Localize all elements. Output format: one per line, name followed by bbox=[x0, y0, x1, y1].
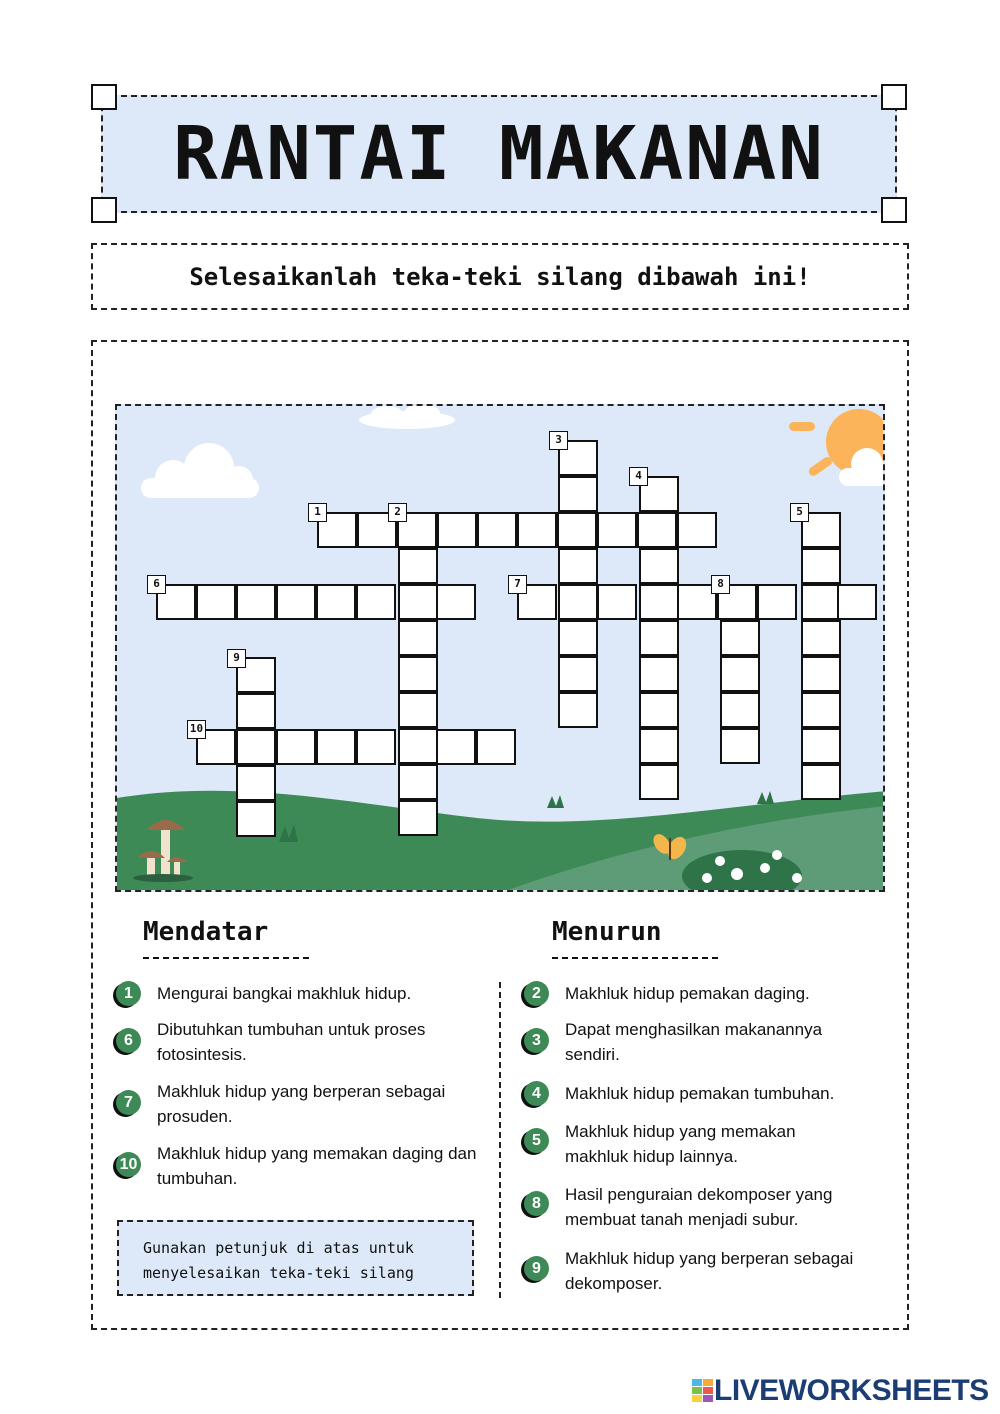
clue-text: Makhluk hidup yang berperan sebagai dekomposer. bbox=[565, 1249, 854, 1293]
crossword-cell[interactable] bbox=[196, 584, 236, 620]
crossword-cell[interactable] bbox=[398, 548, 438, 584]
clue-number-badge: 6 bbox=[116, 1028, 141, 1053]
crossword-cell[interactable] bbox=[837, 584, 877, 620]
cloud-icon bbox=[359, 406, 455, 429]
crossword-cell[interactable] bbox=[436, 729, 476, 765]
instruction-box bbox=[91, 243, 909, 310]
crossword-cell[interactable] bbox=[236, 584, 276, 620]
title-corner-bottom-left bbox=[91, 197, 117, 223]
crossword-cell[interactable] bbox=[801, 728, 841, 764]
clue-number-badge: 1 bbox=[116, 981, 141, 1006]
clue-number-tag: 5 bbox=[790, 503, 809, 522]
crossword-cell[interactable] bbox=[637, 512, 677, 548]
hint-line: Gunakan petunjuk di atas untuk bbox=[143, 1239, 414, 1257]
crossword-cell[interactable] bbox=[720, 692, 760, 728]
crossword-cell[interactable] bbox=[437, 512, 477, 548]
crossword-cell[interactable] bbox=[236, 693, 276, 729]
clue-text: Makhluk hidup yang memakan daging dan tumbuhan. bbox=[157, 1144, 477, 1188]
clue-number-badge: 5 bbox=[524, 1128, 549, 1153]
crossword-cell[interactable] bbox=[398, 692, 438, 728]
clue-number-badge: 8 bbox=[524, 1191, 549, 1216]
title-banner bbox=[101, 95, 897, 213]
brand-name: LIVEWORKSHEETS bbox=[714, 1374, 989, 1407]
clue-text: Dibutuhkan tumbuhan untuk proses fotosintesis. bbox=[157, 1020, 426, 1064]
clue-text: Hasil penguraian dekomposer yang membuat tanah menjadi subur. bbox=[565, 1185, 833, 1229]
cloud-icon bbox=[141, 443, 259, 498]
crossword-cell[interactable] bbox=[558, 476, 598, 512]
crossword-cell[interactable] bbox=[639, 692, 679, 728]
crossword-cell[interactable] bbox=[639, 620, 679, 656]
crossword-cell[interactable] bbox=[757, 584, 797, 620]
column-divider bbox=[499, 982, 501, 1298]
crossword-cell[interactable] bbox=[639, 548, 679, 584]
crossword-cell[interactable] bbox=[801, 584, 841, 620]
clue-number-tag: 2 bbox=[388, 503, 407, 522]
clue-text: Makhluk hidup yang memakan makhluk hidup lainnya. bbox=[565, 1122, 796, 1166]
crossword-cell[interactable] bbox=[801, 764, 841, 800]
crossword-cell[interactable] bbox=[677, 512, 717, 548]
heading-underline bbox=[552, 957, 718, 959]
clue-number-badge: 4 bbox=[524, 1081, 549, 1106]
liveworksheets-logo bbox=[692, 1374, 989, 1408]
crossword-cell[interactable] bbox=[236, 801, 276, 837]
clue-text: Mengurai bangkai makhluk hidup. bbox=[157, 984, 412, 1003]
crossword-cell[interactable] bbox=[720, 728, 760, 764]
clue-number-badge: 9 bbox=[524, 1256, 549, 1281]
clue-number-tag: 10 bbox=[187, 720, 206, 739]
crossword-cell[interactable] bbox=[558, 548, 598, 584]
heading-underline bbox=[143, 957, 309, 959]
clue-number-tag: 6 bbox=[147, 575, 166, 594]
crossword-cell[interactable] bbox=[597, 512, 637, 548]
clue-text: Makhluk hidup pemakan daging. bbox=[565, 984, 810, 1003]
crossword-cell[interactable] bbox=[558, 620, 598, 656]
title-corner-bottom-right bbox=[881, 197, 907, 223]
clue-number-badge: 2 bbox=[524, 981, 549, 1006]
crossword-cell[interactable] bbox=[236, 729, 276, 765]
crossword-cell[interactable] bbox=[398, 584, 438, 620]
crossword-cell[interactable] bbox=[316, 584, 356, 620]
liveworksheets-logo-icon bbox=[692, 1379, 714, 1403]
clue-text: Dapat menghasilkan makanannya sendiri. bbox=[565, 1020, 823, 1064]
crossword-cell[interactable] bbox=[356, 584, 396, 620]
clue-text: Makhluk hidup yang berperan sebagai prosuden. bbox=[157, 1082, 446, 1126]
crossword-cell[interactable] bbox=[801, 656, 841, 692]
instruction-text: Selesaikanlah teka-teki silang dibawah ini! bbox=[189, 263, 811, 291]
crossword-cell[interactable] bbox=[276, 584, 316, 620]
crossword-cell[interactable] bbox=[801, 548, 841, 584]
title-corner-top-right bbox=[881, 84, 907, 110]
crossword-cell[interactable] bbox=[720, 620, 760, 656]
crossword-scene bbox=[115, 404, 885, 892]
crossword-cell[interactable] bbox=[801, 692, 841, 728]
crossword-cell[interactable] bbox=[639, 584, 679, 620]
clue-number-tag: 7 bbox=[508, 575, 527, 594]
clue-number-tag: 8 bbox=[711, 575, 730, 594]
crossword-cell[interactable] bbox=[639, 656, 679, 692]
crossword-cell[interactable] bbox=[597, 584, 637, 620]
clue-number-badge: 7 bbox=[116, 1090, 141, 1115]
hint-box bbox=[117, 1220, 474, 1296]
hint-line: menyelesaikan teka-teki silang bbox=[143, 1264, 414, 1282]
crossword-cell[interactable] bbox=[476, 729, 516, 765]
clue-number-tag: 9 bbox=[227, 649, 246, 668]
clue-number-badge: 3 bbox=[524, 1028, 549, 1053]
clue-number-tag: 4 bbox=[629, 467, 648, 486]
crossword-cell[interactable] bbox=[720, 656, 760, 692]
menurun-heading: Menurun bbox=[552, 917, 662, 947]
crossword-cell[interactable] bbox=[558, 692, 598, 728]
crossword-cell[interactable] bbox=[398, 764, 438, 800]
crossword-cell[interactable] bbox=[398, 620, 438, 656]
title-corner-top-left bbox=[91, 84, 117, 110]
crossword-cell[interactable] bbox=[639, 728, 679, 764]
crossword-cell[interactable] bbox=[517, 512, 557, 548]
crossword-cell[interactable] bbox=[276, 729, 316, 765]
crossword-cell[interactable] bbox=[356, 729, 396, 765]
page-title: RANTAI MAKANAN bbox=[173, 111, 825, 197]
crossword-cell[interactable] bbox=[558, 656, 598, 692]
crossword-cell[interactable] bbox=[398, 656, 438, 692]
clue-number-badge: 10 bbox=[116, 1152, 141, 1177]
crossword-cell[interactable] bbox=[436, 584, 476, 620]
crossword-cell[interactable] bbox=[398, 728, 438, 764]
crossword-cell[interactable] bbox=[639, 764, 679, 800]
crossword-cell[interactable] bbox=[398, 800, 438, 836]
crossword-cell[interactable] bbox=[558, 584, 598, 620]
clue-number-tag: 3 bbox=[549, 431, 568, 450]
crossword-cell[interactable] bbox=[557, 512, 597, 548]
crossword-cell[interactable] bbox=[801, 620, 841, 656]
mendatar-heading: Mendatar bbox=[143, 917, 269, 947]
crossword-cell[interactable] bbox=[316, 729, 356, 765]
clue-number-tag: 1 bbox=[308, 503, 327, 522]
crossword-cell[interactable] bbox=[236, 765, 276, 801]
clue-text: Makhluk hidup pemakan tumbuhan. bbox=[565, 1084, 835, 1103]
crossword-cell[interactable] bbox=[477, 512, 517, 548]
